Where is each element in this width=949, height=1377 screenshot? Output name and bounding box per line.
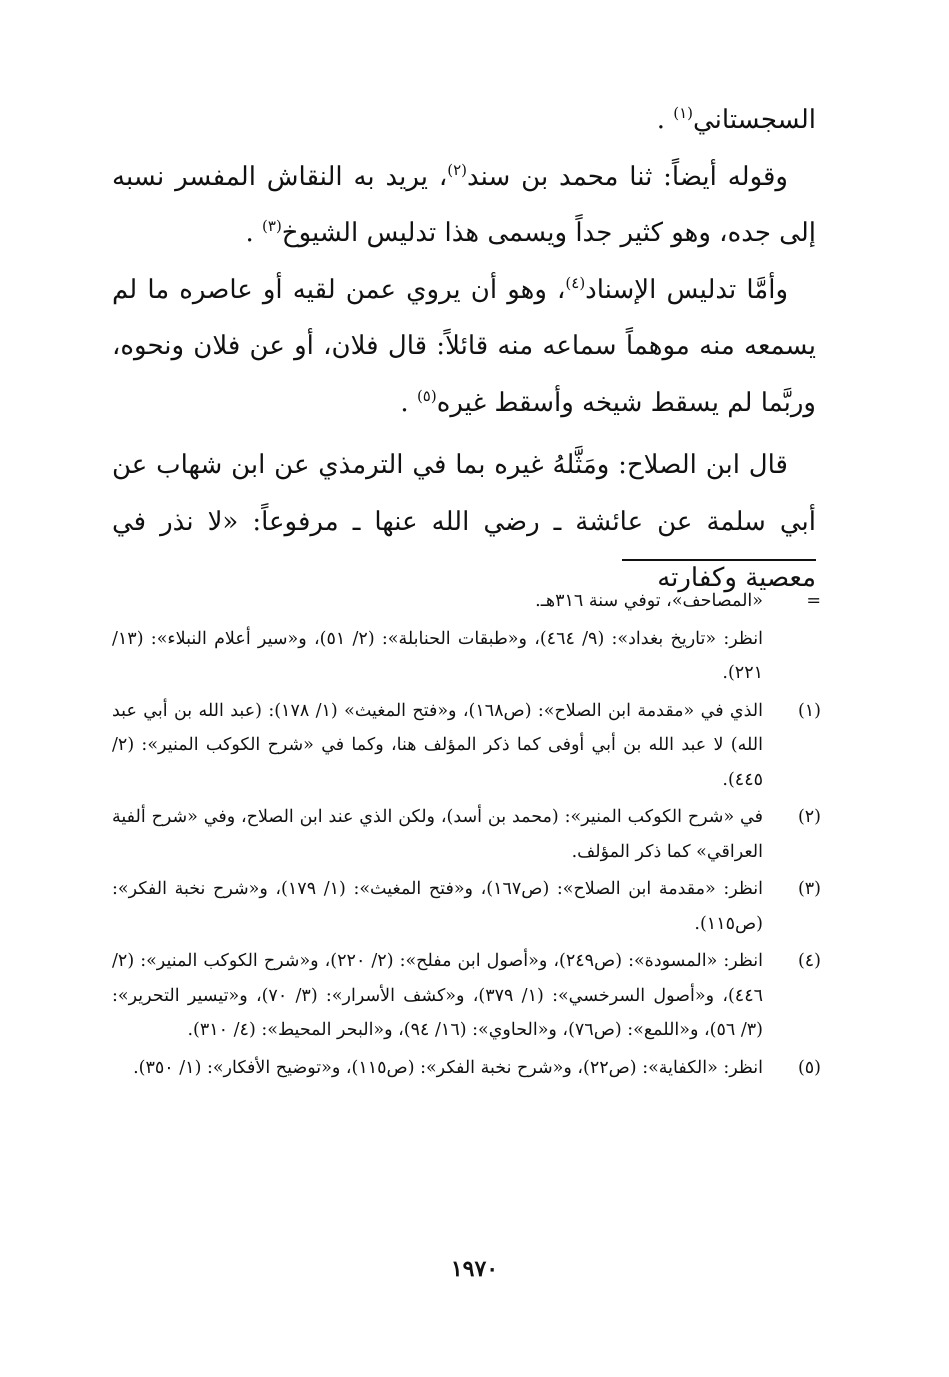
- page-number: ١٩٧٠: [450, 1256, 499, 1282]
- footnote-ref-3[interactable]: (٣): [262, 217, 282, 235]
- footnote-ref-5[interactable]: (٥): [416, 386, 437, 405]
- main-text: [112, 92, 816, 607]
- footnote-2: (٢) في «شرح الكوكب المنير»: (محمد بن أسد)، ولكن الذي عند ابن الصلاح، وفي «شرح ألفية العراقي» كما ذكر المؤلف.: [112, 807, 821, 862]
- footnote-ref-2[interactable]: (٢): [447, 160, 468, 179]
- footnote-ref-1[interactable]: (١): [673, 104, 693, 122]
- footnotes: [112, 584, 821, 1088]
- paragraph-2: وقوله أيضاً: ثنا محمد بن سند$^{(٢)}$، يريد به النقاش المفسر نسبه إلى جده، وهو كثير جداً ويسمى هذا تدليس الشيوخ$^{(٣)}$ .: [112, 160, 816, 248]
- footnote-continued: = «المصاحف»، توفي سنة ٣١٦هـ.: [535, 591, 821, 611]
- footnote-separator: [622, 559, 816, 561]
- paragraph-4: قال ابن الصلاح: ومَثَّلهُ غيره بما في الترمذي عن ابن شهاب عن أبي سلمة عن عائشة ـ رضي الله عنها ـ مرفوعاً: «لا نذر في معصية وكفارته: [112, 450, 816, 593]
- paragraph-1: السجستاني$^{(١)}$ .: [656, 104, 816, 135]
- footnote-4: (٤) انظر: «المسودة»: (ص٢٤٩)، و«أصول ابن مفلح»: (٢/ ٢٢٠)، و«شرح الكوكب المنير»: (٢/ ٤٤٦)، و«أصول السرخسي»: (١/ ٣٧٩)، و«كشف الأسرار»: (٣/ ٧٠)، و«تيسير التحرير»: (٣/ ٥٦)، و«اللمع»: (ص٧٦)، و«الحاوي»: (١٦/ ٩٤)، و«البحر المحيط»: (٤/ ٣١٠).: [112, 951, 821, 1040]
- footnote-ref-4[interactable]: (٤): [565, 273, 586, 292]
- footnote-3: (٣) انظر: «مقدمة ابن الصلاح»: (ص١٦٧)، و«فتح المغيث»: (١/ ١٧٩)، و«شرح نخبة الفكر»: (ص١١٥).: [112, 879, 821, 934]
- footnote-5: (٥) انظر: «الكفاية»: (ص٢٢)، و«شرح نخبة الفكر»: (ص١١٥)، و«توضيح الأفكار»: (١/ ٣٥٠).: [133, 1057, 821, 1078]
- paragraph-3: وأمَّا تدليس الإسناد$^{(٤)}$، وهو أن يروي عمن لقيه أو عاصره ما لم يسمعه منه موهماً سماعه منه قائلاً: قال فلان، أو عن فلان ونحوه، وربَّما لم يسقط شيخه وأسقط غيره$^{(٥)}$ .: [112, 273, 816, 418]
- footnote-1: (١) الذي في «مقدمة ابن الصلاح»: (ص١٦٨)، و«فتح المغيث» (١/ ١٧٨): (عبد الله بن أبي عبد الله) لا عبد الله بن أبي أوفى كما ذكر المؤلف هنا، وكما في «شرح الكوكب المنير»: (٢/ ٤٤٥).: [112, 700, 821, 790]
- footnote-continued-sources: انظر: «تاريخ بغداد»: (٩/ ٤٦٤)، و«طبقات الحنابلة»: (٢/ ٥١)، و«سير أعلام النبلاء»: (١٣/ ٢٢١).: [112, 628, 763, 683]
